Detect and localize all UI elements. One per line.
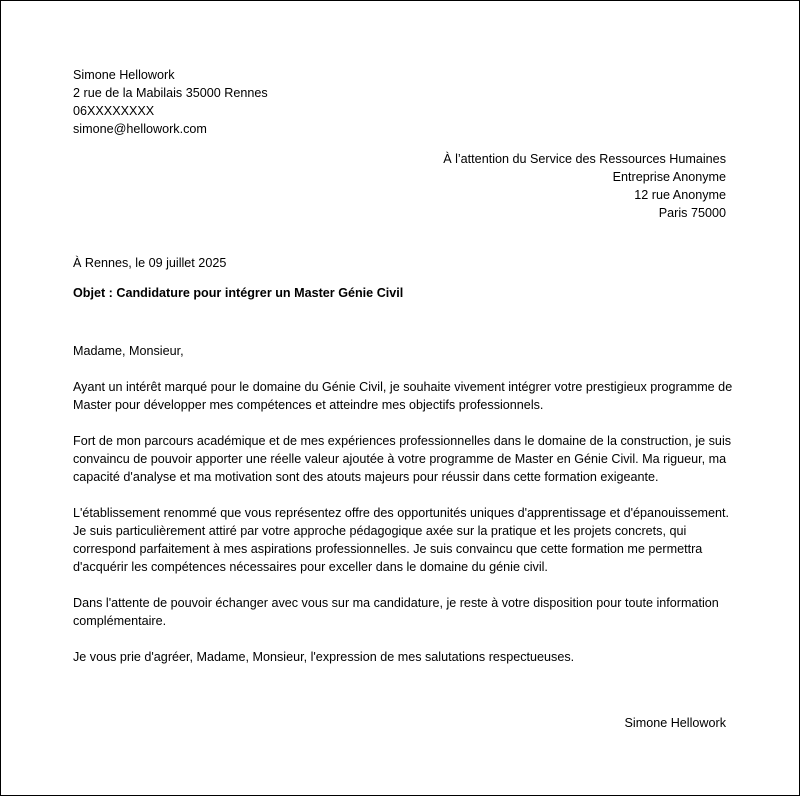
sender-email: simone@hellowork.com [73, 122, 207, 136]
sender-phone: 06XXXXXXXX [73, 104, 155, 118]
recipient-block [443, 150, 726, 222]
sender-name: Simone Hellowork [73, 68, 175, 82]
letter-date: À Rennes, le 09 juillet 2025 [73, 256, 227, 270]
recipient-street: 12 rue Anonyme [634, 188, 726, 202]
signature: Simone Hellowork [624, 716, 726, 730]
sender-address: 2 rue de la Mabilais 35000 Rennes [73, 86, 268, 100]
sender-block [73, 66, 268, 138]
body-paragraph: Dans l'attente de pouvoir échanger avec vous sur ma candidature, je reste à votre disposition pour toute information complémentaire. [73, 596, 719, 628]
recipient-city: Paris 75000 [658, 206, 726, 220]
recipient-attention: À l’attention du Service des Ressources Humaines [443, 152, 726, 166]
salutation: Madame, Monsieur, [73, 344, 184, 358]
closing-paragraph: Je vous prie d'agréer, Madame, Monsieur, l'expression de mes salutations respectueuses. [73, 650, 575, 664]
letter-body [73, 342, 733, 684]
body-paragraph: Fort de mon parcours académique et de mes expériences professionnelles dans le domaine de la construction, je suis convaincu de pouvoir apporter une réelle valeur ajoutée à votre programme de Master en Génie Civil. Ma rigueur, ma capacité d'analyse et ma motivation sont des atouts majeurs pour réussir dans cette formation exigeante. [73, 434, 732, 484]
letter-subject: Objet : Candidature pour intégrer un Master Génie Civil [73, 286, 404, 300]
body-paragraph: L'établissement renommé que vous représentez offre des opportunités uniques d'apprentissage et d'épanouissement. Je suis particulièrement attiré par votre approche pédagogique axée sur la pratique et les projets concrets, qui correspond parfaitement à mes aspirations professionnelles. Je suis convaincu que cette formation me permettra d'acquérir les compétences nécessaires pour exceller dans le domaine du génie civil. [73, 506, 729, 574]
body-paragraph: Ayant un intérêt marqué pour le domaine du Génie Civil, je souhaite vivement intégrer votre prestigieux programme de Master pour développer mes compétences et atteindre mes objectifs professionnels. [73, 380, 733, 412]
recipient-company: Entreprise Anonyme [612, 170, 726, 184]
